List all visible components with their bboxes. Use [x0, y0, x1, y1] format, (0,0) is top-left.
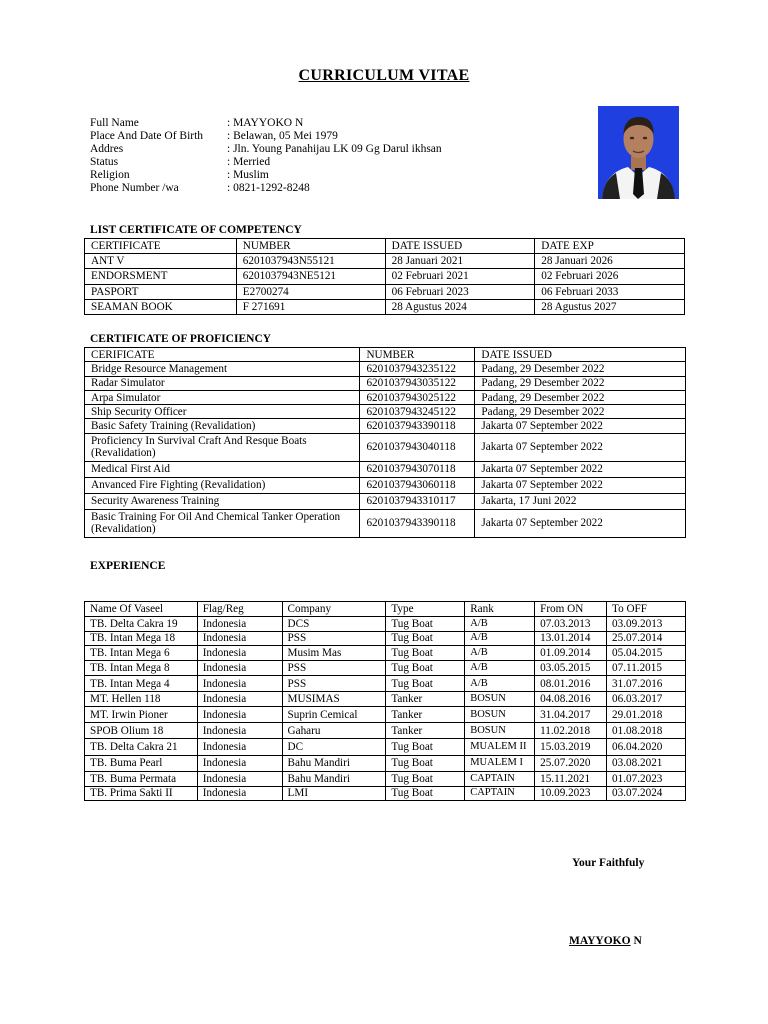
table-cell: 31.04.2017 [535, 706, 607, 722]
table-row [85, 390, 686, 404]
table-cell: 05.04.2015 [607, 646, 686, 661]
table-cell: Tug Boat [386, 739, 465, 755]
signature-name [569, 935, 642, 947]
table-cell: Medical First Aid [85, 461, 360, 477]
table-cell: SEAMAN BOOK [85, 299, 237, 314]
table-cell: 25.07.2014 [607, 631, 686, 646]
table-cell: Bahu Mandiri [282, 755, 386, 771]
column-header: DATE ISSUED [475, 348, 686, 362]
table-cell: MT. Hellen 118 [85, 692, 198, 707]
table-cell: ENDORSMENT [85, 269, 237, 284]
table-cell: Jakarta 07 September 2022 [475, 461, 686, 477]
table-cell: DCS [282, 616, 386, 631]
table-cell: Tanker [386, 723, 465, 739]
personal-info [90, 117, 442, 195]
table-cell: 6201037943060118 [360, 477, 475, 493]
column-header: Company [282, 602, 386, 617]
table-cell: 6201037943035122 [360, 376, 475, 390]
table-row [85, 284, 685, 299]
table-cell: Tug Boat [386, 675, 465, 691]
table-row [85, 477, 686, 493]
personal-label: Full Name [90, 117, 139, 129]
experience-heading: EXPERIENCE [90, 560, 166, 572]
table-cell: A/B [465, 631, 535, 646]
competency-table [84, 238, 685, 315]
personal-row-birth [90, 130, 442, 143]
table-cell: LMI [282, 786, 386, 801]
table-cell: Indonesia [197, 739, 282, 755]
portrait-photo [598, 106, 679, 199]
table-cell: Indonesia [197, 692, 282, 707]
personal-label: Religion [90, 169, 130, 181]
table-cell: Bridge Resource Management [85, 362, 360, 376]
table-cell: Jakarta 07 September 2022 [475, 477, 686, 493]
table-cell: TB. Intan Mega 6 [85, 646, 198, 661]
table-header-row [85, 602, 686, 617]
table-cell: Basic Safety Training (Revalidation) [85, 419, 360, 433]
table-cell: Suprin Cemical [282, 706, 386, 722]
column-header: Type [386, 602, 465, 617]
table-cell: Indonesia [197, 786, 282, 801]
table-cell: 28 Januari 2021 [385, 254, 535, 269]
table-cell: Ship Security Officer [85, 405, 360, 419]
table-row [85, 692, 686, 707]
table-cell: MUALEM I [465, 755, 535, 771]
table-row [85, 706, 686, 722]
table-cell: Tanker [386, 706, 465, 722]
table-cell: SPOB Olium 18 [85, 723, 198, 739]
table-cell: Jakarta 07 September 2022 [475, 419, 686, 433]
table-row [85, 405, 686, 419]
personal-label: Addres [90, 143, 124, 155]
table-cell: Radar Simulator [85, 376, 360, 390]
column-header: CERTIFICATE [85, 239, 237, 254]
table-cell: Jakarta 07 September 2022 [475, 433, 686, 461]
table-cell: Indonesia [197, 661, 282, 676]
table-cell: 03.07.2024 [607, 786, 686, 801]
personal-row-full-name [90, 117, 442, 130]
table-cell: 6201037943N55121 [236, 254, 385, 269]
table-row [85, 419, 686, 433]
table-cell: A/B [465, 661, 535, 676]
table-cell: 07.11.2015 [607, 661, 686, 676]
table-cell: 03.05.2015 [535, 661, 607, 676]
table-cell: Indonesia [197, 771, 282, 786]
table-row [85, 786, 686, 801]
table-row [85, 755, 686, 771]
table-cell: Proficiency In Survival Craft And Resque Boats (Revalidation) [85, 433, 360, 461]
table-cell: Anvanced Fire Fighting (Revalidation) [85, 477, 360, 493]
table-cell: 02 Februari 2026 [535, 269, 685, 284]
table-cell: 01.08.2018 [607, 723, 686, 739]
personal-label: Place And Date Of Birth [90, 130, 204, 142]
experience-table [84, 601, 686, 801]
table-cell: 06 Februari 2033 [535, 284, 685, 299]
table-cell: 02 Februari 2021 [385, 269, 535, 284]
table-row [85, 299, 685, 314]
table-cell: Bahu Mandiri [282, 771, 386, 786]
table-cell: Indonesia [197, 646, 282, 661]
table-cell: 6201037943310117 [360, 493, 475, 509]
table-cell: Padang, 29 Desember 2022 [475, 390, 686, 404]
table-cell: 6201037943245122 [360, 405, 475, 419]
table-cell: 15.11.2021 [535, 771, 607, 786]
personal-value: : Muslim [227, 169, 269, 181]
table-cell: Indonesia [197, 706, 282, 722]
table-cell: BOSUN [465, 692, 535, 707]
column-header: DATE EXP [535, 239, 685, 254]
table-header-row [85, 348, 686, 362]
personal-value: : Jln. Young Panahijau LK 09 Gg Darul ikhsan [227, 143, 442, 155]
table-cell: Gaharu [282, 723, 386, 739]
table-cell: A/B [465, 675, 535, 691]
table-cell: A/B [465, 616, 535, 631]
table-cell: 10.09.2023 [535, 786, 607, 801]
table-cell: 07.03.2013 [535, 616, 607, 631]
table-cell: CAPTAIN [465, 771, 535, 786]
table-cell: PSS [282, 631, 386, 646]
table-cell: Jakarta, 17 Juni 2022 [475, 493, 686, 509]
column-header: NUMBER [360, 348, 475, 362]
column-header: From ON [535, 602, 607, 617]
table-cell: BOSUN [465, 723, 535, 739]
table-row [85, 616, 686, 631]
table-cell: PSS [282, 675, 386, 691]
table-cell: 04.08.2016 [535, 692, 607, 707]
column-header: CERIFICATE [85, 348, 360, 362]
table-row [85, 493, 686, 509]
table-cell: 6201037943390118 [360, 419, 475, 433]
table-cell: Padang, 29 Desember 2022 [475, 376, 686, 390]
table-cell: CAPTAIN [465, 786, 535, 801]
table-cell: Indonesia [197, 755, 282, 771]
table-cell: Arpa Simulator [85, 390, 360, 404]
table-cell: 11.02.2018 [535, 723, 607, 739]
column-header: Flag/Reg [197, 602, 282, 617]
table-cell: E2700274 [236, 284, 385, 299]
document-title: CURRICULUM VITAE [298, 67, 470, 84]
table-row [85, 631, 686, 646]
closing-text: Your Faithfuly [572, 857, 645, 869]
table-cell: MUSIMAS [282, 692, 386, 707]
table-row [85, 509, 686, 537]
column-header: NUMBER [236, 239, 385, 254]
table-cell: TB. Prima Sakti II [85, 786, 198, 801]
table-cell: Indonesia [197, 675, 282, 691]
table-cell: 6201037943025122 [360, 390, 475, 404]
table-header-row [85, 239, 685, 254]
table-row [85, 433, 686, 461]
column-header: Rank [465, 602, 535, 617]
personal-value: : Merried [227, 156, 271, 168]
table-cell: PASPORT [85, 284, 237, 299]
personal-row-address [90, 143, 442, 156]
table-cell: Tug Boat [386, 661, 465, 676]
personal-row-religion [90, 169, 442, 182]
table-cell: 6201037943040118 [360, 433, 475, 461]
table-cell: 13.01.2014 [535, 631, 607, 646]
table-cell: TB. Intan Mega 4 [85, 675, 198, 691]
table-cell: BOSUN [465, 706, 535, 722]
table-cell: 03.08.2021 [607, 755, 686, 771]
column-header: Name Of Vaseel [85, 602, 198, 617]
table-row [85, 376, 686, 390]
table-row [85, 461, 686, 477]
table-cell: A/B [465, 646, 535, 661]
table-cell: TB. Intan Mega 18 [85, 631, 198, 646]
table-row [85, 771, 686, 786]
table-row [85, 646, 686, 661]
table-cell: TB. Delta Cakra 21 [85, 739, 198, 755]
table-cell: Indonesia [197, 616, 282, 631]
personal-row-status [90, 156, 442, 169]
table-cell: 15.03.2019 [535, 739, 607, 755]
table-cell: 6201037943235122 [360, 362, 475, 376]
personal-label: Status [90, 156, 119, 168]
table-cell: 28 Agustus 2024 [385, 299, 535, 314]
table-cell: MUALEM II [465, 739, 535, 755]
table-cell: Security Awareness Training [85, 493, 360, 509]
table-cell: 06.03.2017 [607, 692, 686, 707]
table-cell: Basic Training For Oil And Chemical Tanker Operation (Revalidation) [85, 509, 360, 537]
table-cell: Tug Boat [386, 646, 465, 661]
personal-value: : MAYYOKO N [227, 117, 304, 129]
personal-value: : 0821-1292-8248 [227, 182, 310, 194]
table-cell: Jakarta 07 September 2022 [475, 509, 686, 537]
table-cell: 6201037943070118 [360, 461, 475, 477]
table-row [85, 362, 686, 376]
table-cell: 28 Januari 2026 [535, 254, 685, 269]
table-cell: TB. Buma Permata [85, 771, 198, 786]
table-row [85, 254, 685, 269]
table-cell: Indonesia [197, 631, 282, 646]
table-row [85, 739, 686, 755]
table-cell: Indonesia [197, 723, 282, 739]
signature-surname: MAYYOKO [569, 935, 631, 947]
table-cell: 06 Februari 2023 [385, 284, 535, 299]
table-cell: Tug Boat [386, 786, 465, 801]
table-cell: 28 Agustus 2027 [535, 299, 685, 314]
table-cell: Tug Boat [386, 631, 465, 646]
table-cell: Tanker [386, 692, 465, 707]
table-cell: 29.01.2018 [607, 706, 686, 722]
table-cell: PSS [282, 661, 386, 676]
signature-initial: N [630, 935, 642, 947]
table-row [85, 723, 686, 739]
table-cell: 31.07.2016 [607, 675, 686, 691]
table-cell: TB. Buma Pearl [85, 755, 198, 771]
table-cell: TB. Delta Cakra 19 [85, 616, 198, 631]
column-header: DATE ISSUED [385, 239, 535, 254]
table-row [85, 675, 686, 691]
proficiency-table [84, 347, 686, 538]
table-cell: TB. Intan Mega 8 [85, 661, 198, 676]
table-cell: Tug Boat [386, 616, 465, 631]
competency-heading: LIST CERTIFICATE OF COMPETENCY [90, 224, 302, 236]
personal-label: Phone Number /wa [90, 182, 179, 194]
table-cell: DC [282, 739, 386, 755]
table-cell: Musim Mas [282, 646, 386, 661]
table-cell: 01.07.2023 [607, 771, 686, 786]
table-cell: Tug Boat [386, 771, 465, 786]
table-cell: 01.09.2014 [535, 646, 607, 661]
personal-value: : Belawan, 05 Mei 1979 [227, 130, 338, 142]
personal-row-phone [90, 182, 442, 195]
table-cell: 6201037943NE5121 [236, 269, 385, 284]
table-cell: 25.07.2020 [535, 755, 607, 771]
table-cell: Padang, 29 Desember 2022 [475, 362, 686, 376]
table-cell: Tug Boat [386, 755, 465, 771]
table-cell: F 271691 [236, 299, 385, 314]
table-row [85, 661, 686, 676]
table-cell: 08.01.2016 [535, 675, 607, 691]
table-cell: ANT V [85, 254, 237, 269]
column-header: To OFF [607, 602, 686, 617]
proficiency-heading: CERTIFICATE OF PROFICIENCY [90, 333, 272, 345]
table-cell: 03.09.2013 [607, 616, 686, 631]
table-cell: MT. Irwin Pioner [85, 706, 198, 722]
table-cell: 06.04.2020 [607, 739, 686, 755]
table-row [85, 269, 685, 284]
table-cell: Padang, 29 Desember 2022 [475, 405, 686, 419]
table-cell: 6201037943390118 [360, 509, 475, 537]
